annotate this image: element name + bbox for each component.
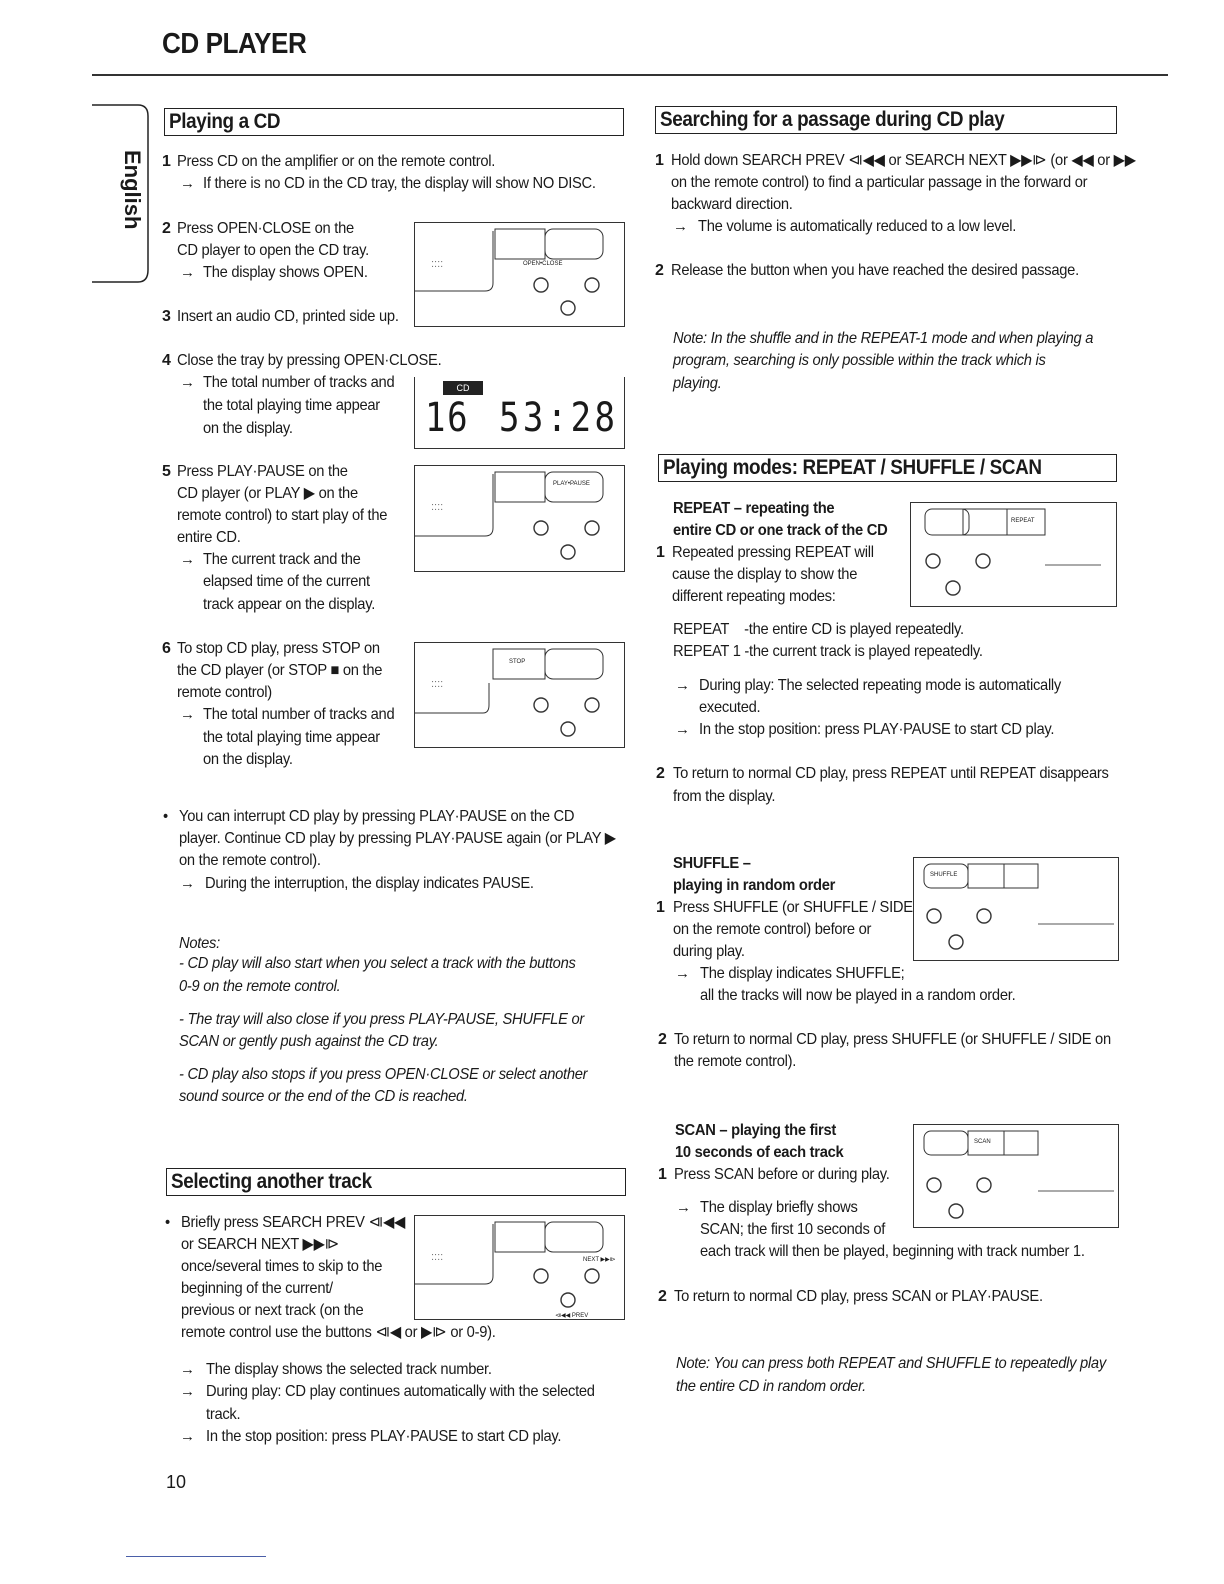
display-illustration (414, 377, 625, 449)
note-text: playing. (673, 375, 722, 392)
step-number: 2 (658, 1031, 667, 1048)
step-text: Close the tray by pressing OPEN·CLOSE. (177, 352, 442, 369)
bullet-text: beginning of the current/ (181, 1280, 333, 1297)
mode-text: REPEAT 1 -the current track is played repeatedly. (673, 643, 983, 660)
step-number: 6 (162, 640, 171, 657)
language-tab: English (120, 150, 145, 230)
result-text: During play: CD play continues automatically with the selected (206, 1383, 595, 1400)
result-text: SCAN; the first 10 seconds of (700, 1221, 886, 1238)
step-number: 1 (658, 1166, 667, 1183)
arrow-icon: → (180, 706, 195, 723)
step-text: from the display. (673, 788, 776, 805)
note-text: - CD play will also start when you select a track with the buttons (179, 955, 576, 972)
step-text: entire CD. (177, 529, 241, 546)
arrow-icon: → (180, 875, 195, 892)
step-text: To stop CD play, press STOP on (177, 640, 380, 657)
step-text: backward direction. (671, 196, 793, 213)
bullet-text: You can interrupt CD play by pressing PLAY·PAUSE on the CD (179, 808, 575, 825)
result-text: each track will then be played, beginning with track number 1. (700, 1243, 1085, 1260)
step-text: Insert an audio CD, printed side up. (177, 308, 399, 325)
cd-badge: CD (443, 381, 483, 395)
svg-text:::::: :::: (431, 1251, 444, 1263)
bullet-text: previous or next track (on the (181, 1302, 364, 1319)
arrow-icon: → (180, 374, 195, 391)
notes-title: Notes: (179, 935, 220, 952)
note-text: SCAN or gently push against the CD tray. (179, 1033, 439, 1050)
step-text: To return to normal CD play, press SCAN or PLAY·PAUSE. (674, 1288, 1043, 1305)
step-number: 2 (655, 262, 664, 279)
arrow-icon: → (180, 551, 195, 568)
result-text: If there is no CD in the CD tray, the display will show NO DISC. (203, 175, 596, 192)
result-text: on the display. (203, 420, 293, 437)
step-text: Press SHUFFLE (or SHUFFLE / SIDE (673, 899, 913, 916)
result-text: The display briefly shows (700, 1199, 858, 1216)
step-text: CD player to open the CD tray. (177, 242, 369, 259)
shuffle-title: playing in random order (673, 877, 836, 894)
step-text: the CD player (or STOP ■ on the (177, 662, 383, 679)
result-text: The total number of tracks and (203, 374, 395, 391)
step-number: 2 (656, 765, 665, 782)
note-text: sound source or the end of the CD is reached. (179, 1088, 468, 1105)
step-text: Repeated pressing REPEAT will (672, 544, 874, 561)
step-text: Press CD on the amplifier or on the remote control. (177, 153, 496, 170)
result-text: In the stop position: press PLAY·PAUSE to start CD play. (699, 721, 1055, 738)
result-text: The current track and the (203, 551, 361, 568)
prev-label: ⧏◀◀ PREV (555, 1313, 589, 1319)
arrow-icon: → (675, 677, 690, 694)
note-text: the entire CD in random order. (676, 1378, 866, 1395)
arrow-icon: → (675, 965, 690, 982)
scan-title: 10 seconds of each track (675, 1144, 844, 1161)
result-text: the total playing time appear (203, 729, 380, 746)
shuffle-label: SHUFFLE (930, 872, 958, 878)
note-text: Note: You can press both REPEAT and SHUFFLE to repeatedly play (676, 1355, 1106, 1372)
arrow-icon: → (675, 721, 690, 738)
result-text: on the display. (203, 751, 293, 768)
result-text: track. (206, 1406, 241, 1423)
step-text: Press OPEN·CLOSE on the (177, 220, 354, 237)
open-close-label: OPEN•CLOSE (523, 261, 563, 267)
step-number: 4 (162, 352, 171, 369)
result-text: track appear on the display. (203, 596, 376, 613)
scan-title: SCAN – playing the first (675, 1122, 837, 1139)
note-text: program, searching is only possible within the track which is (673, 352, 1046, 369)
step-number: 1 (656, 899, 665, 916)
result-text: In the stop position: press PLAY·PAUSE to start CD play. (206, 1428, 562, 1445)
panel-repeat-illustration (910, 502, 1117, 607)
panel-search-illustration (414, 1215, 625, 1320)
repeat-title: entire CD or one track of the CD (673, 522, 888, 539)
header-rule (92, 74, 1168, 76)
next-label: NEXT ▶▶⧐ (583, 1257, 616, 1263)
panel-scan-illustration (913, 1124, 1119, 1228)
arrow-icon: → (180, 264, 195, 281)
note-text: - CD play also stops if you press OPEN·CLOSE or select another (179, 1066, 588, 1083)
step-text: Press PLAY·PAUSE on the (177, 463, 348, 480)
step-number: 5 (162, 463, 171, 480)
svg-text:::::: :::: (431, 501, 444, 513)
step-text: Press SCAN before or during play. (674, 1166, 890, 1183)
heading-searching-passage: Searching for a passage during CD play (655, 106, 1117, 134)
panel-play-pause-illustration (414, 465, 625, 572)
panel-stop-illustration (414, 642, 625, 748)
bullet-text: or SEARCH NEXT ▶▶⧐ (181, 1236, 340, 1253)
display-total-time: 53:28 (499, 395, 619, 441)
arrow-icon: → (676, 1199, 691, 1216)
bullet-icon: • (163, 808, 168, 825)
result-text: The display shows OPEN. (203, 264, 368, 281)
arrow-icon: → (673, 218, 688, 235)
result-text: The total number of tracks and (203, 706, 395, 723)
bullet-text: once/several times to skip to the (181, 1258, 383, 1275)
svg-text:::::: :::: (431, 678, 444, 690)
step-number: 3 (162, 308, 171, 325)
step-text: Release the button when you have reached the desired passage. (671, 262, 1079, 279)
bullet-text: on the remote control). (179, 852, 321, 869)
result-text: During play: The selected repeating mode is automatically (699, 677, 1062, 694)
step-text: To return to normal CD play, press SHUFFLE (or SHUFFLE / SIDE on (674, 1031, 1111, 1048)
step-number: 1 (656, 544, 665, 561)
bullet-icon: • (165, 1214, 170, 1231)
heading-playing-a-cd: Playing a CD (164, 108, 624, 136)
step-number: 1 (655, 152, 664, 169)
result-text: executed. (699, 699, 761, 716)
display-track-count: 16 (425, 395, 470, 441)
arrow-icon: → (180, 1361, 195, 1378)
cd-player-front-icon (415, 466, 624, 571)
bullet-text: Briefly press SEARCH PREV ⧏◀◀ (181, 1214, 406, 1231)
cd-player-front-icon (415, 1216, 624, 1319)
stop-label: STOP (509, 659, 526, 665)
svg-text:::::: :::: (431, 258, 444, 270)
result-text: The display shows the selected track number. (206, 1361, 492, 1378)
arrow-icon: → (180, 1383, 195, 1400)
result-text: During the interruption, the display indicates PAUSE. (205, 875, 534, 892)
step-text: during play. (673, 943, 745, 960)
step-text: To return to normal CD play, press REPEAT until REPEAT disappears (673, 765, 1109, 782)
arrow-icon: → (180, 175, 195, 192)
bullet-text: player. Continue CD play by pressing PLAY·PAUSE again (or PLAY ▶ (179, 830, 616, 847)
result-text: The display indicates SHUFFLE; (700, 965, 905, 982)
heading-selecting-another-track: Selecting another track (166, 1168, 626, 1196)
shuffle-title: SHUFFLE – (673, 855, 751, 872)
result-text: elapsed time of the current (203, 573, 370, 590)
panel-shuffle-illustration (913, 857, 1119, 961)
result-text: all the tracks will now be played in a random order. (700, 987, 1016, 1004)
bullet-text: remote control use the buttons ⧏◀ or ▶⧐ or 0-9). (181, 1324, 496, 1341)
step-text: Hold down SEARCH PREV ⧏◀◀ or SEARCH NEXT ▶▶⧐ (or ◀◀ or ▶▶ (671, 152, 1136, 169)
note-text: - The tray will also close if you press PLAY-PAUSE, SHUFFLE or (179, 1011, 585, 1028)
step-text: on the remote control) before or (673, 921, 872, 938)
result-text: the total playing time appear (203, 397, 380, 414)
step-text: different repeating modes: (672, 588, 836, 605)
step-text: cause the display to show the (672, 566, 858, 583)
step-text: the remote control). (674, 1053, 797, 1070)
step-text: remote control) (177, 684, 272, 701)
cd-player-front-icon (415, 223, 624, 326)
play-pause-label: PLAY•PAUSE (553, 481, 590, 487)
page-number: 10 (166, 1472, 187, 1492)
repeat-title: REPEAT – repeating the (673, 500, 835, 517)
mode-text: REPEAT -the entire CD is played repeatedly. (673, 621, 964, 638)
page-title: CD PLAYER (162, 28, 307, 60)
panel-open-close-illustration (414, 222, 625, 327)
scan-label: SCAN (974, 1139, 991, 1145)
step-number: 1 (162, 153, 171, 170)
step-text: remote control) to start play of the (177, 507, 388, 524)
repeat-label: REPEAT (1011, 518, 1035, 524)
cd-player-front-icon (914, 1125, 1118, 1227)
heading-playing-modes: Playing modes: REPEAT / SHUFFLE / SCAN (658, 454, 1117, 482)
step-number: 2 (162, 220, 171, 237)
result-text: The volume is automatically reduced to a low level. (698, 218, 1017, 235)
note-text: 0-9 on the remote control. (179, 978, 341, 995)
step-text: on the remote control) to find a particular passage in the forward or (671, 174, 1088, 191)
step-number: 2 (658, 1288, 667, 1305)
arrow-icon: → (180, 1428, 195, 1445)
footer-mark (126, 1556, 266, 1557)
step-text: CD player (or PLAY ▶ on the (177, 485, 358, 502)
note-text: Note: In the shuffle and in the REPEAT-1 mode and when playing a (673, 330, 1094, 347)
